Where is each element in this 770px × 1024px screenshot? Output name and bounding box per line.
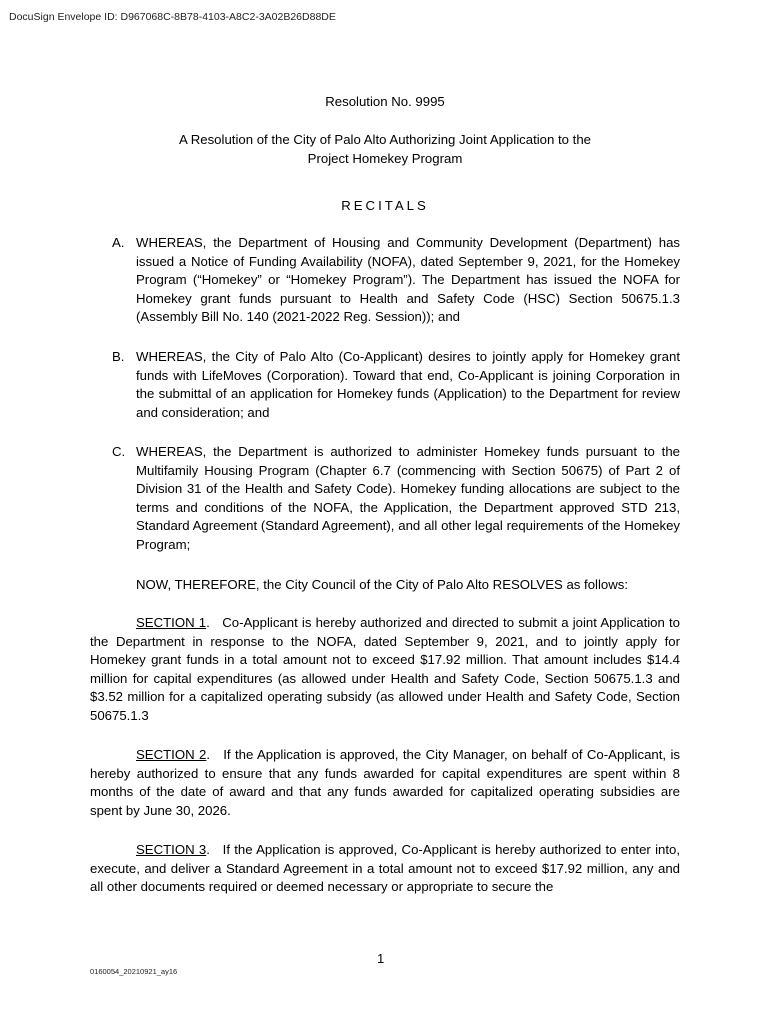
footer-code: 0160054_20210921_ay16 xyxy=(90,967,178,976)
recital-item-c xyxy=(112,443,680,555)
envelope-id: DocuSign Envelope ID: D967068C-8B78-4103-A8C2-3A02B26D88DE xyxy=(9,11,336,23)
subtitle-line-2: Project Homekey Program xyxy=(307,150,463,166)
section-text: If the Application is approved, the City Manager, on behalf of Co-Applicant, is hereby authorized to ensure that any funds awarded for capital expenditures are spent within 8 months of the date of award and that any funds awarded for capitalized operating subsidies are spent by June 30, 2026. xyxy=(90,747,680,818)
recital-text: WHEREAS, the Department of Housing and Community Development (Department) has issued a Notice of Funding Availability (NOFA), dated September 9, 2021, for the Homekey Program (“Homekey” or “Homekey Program”). The Department has issued the NOFA for Homekey grant funds pursuant to Health and Safety Code (HSC) Section 50675.1.3 (Assembly Bill No. 140 (2021-2022 Reg. Session)); and xyxy=(136,235,680,325)
recital-text: WHEREAS, the Department is authorized to administer Homekey funds pursuant to the Multifamily Housing Program (Chapter 6.7 (commencing with Section 50675) of Part 2 of Division 31 of the Health and Safety Code). Homekey funding allocations are subject to the terms and conditions of the NOFA, the Application, the Department approved STD 213, Standard Agreement (Standard Agreement), and all other legal requirements of the Homekey Program; xyxy=(136,444,680,552)
recital-letter: A. xyxy=(112,235,125,250)
now-therefore-clause: NOW, THEREFORE, the City Council of the City of Palo Alto RESOLVES as follows: xyxy=(136,577,629,592)
section-label: SECTION 3 xyxy=(136,842,207,857)
recitals-heading: RECITALS xyxy=(341,198,429,213)
recital-item-a xyxy=(112,234,680,327)
section-1: SECTION 1. Co-Applicant is hereby authorized and directed to submit a joint Application to the Department in response to the NOFA, dated September 9, 2021, and to jointly apply for Homekey grant funds in a total amount not to exceed $17.92 million. That amount includes $14.4 million for capital expenditures (as allowed under Health and Safety Code, Section 50675.1.3 and $3.52 million for a capitalized operating subsidy (as allowed under Health and Safety Code, Section 50675.1.3 xyxy=(90,615,680,723)
recital-item-b xyxy=(112,348,680,422)
recital-letter: C. xyxy=(112,444,126,459)
section-text: If the Application is approved, Co-Applicant is hereby authorized to enter into, execute, and deliver a Standard Agreement in a total amount not to exceed $17.92 million, any and all other documents required or deemed necessary or appropriate to secure the xyxy=(90,842,681,895)
section-label: SECTION 2 xyxy=(136,747,207,762)
page-number: 1 xyxy=(377,951,385,966)
section-3: SECTION 3. If the Application is approved, Co-Applicant is hereby authorized to enter into, execute, and deliver a Standard Agreement in a total amount not to exceed $17.92 million, any and all other documents required or deemed necessary or appropriate to secure the xyxy=(90,842,681,895)
subtitle-line-1: A Resolution of the City of Palo Alto Authorizing Joint Application to the xyxy=(179,132,591,147)
recital-letter: B. xyxy=(112,349,125,364)
section-label: SECTION 1 xyxy=(136,615,207,630)
section-text: Co-Applicant is hereby authorized and directed to submit a joint Application to the Department in response to the NOFA, dated September 9, 2021, and to jointly apply for Homekey grant funds in a total amount not to exceed $17.92 million. That amount includes $14.4 million for capital expenditures (as allowed under Health and Safety Code, Section 50675.1.3 and $3.52 million for a capitalized operating subsidy (as allowed under Health and Safety Code, Section 50675.1.3 xyxy=(90,615,680,723)
recital-text: WHEREAS, the City of Palo Alto (Co-Applicant) desires to jointly apply for Homekey grant funds with LifeMoves (Corporation). Toward that end, Co-Applicant is joining Corporation in the submittal of an application for Homekey funds (Application) to the Department for review and consideration; and xyxy=(136,349,680,420)
resolution-title: Resolution No. 9995 xyxy=(325,94,445,109)
resolution-subtitle xyxy=(90,131,680,168)
section-2: SECTION 2. If the Application is approved, the City Manager, on behalf of Co-Applicant, is hereby authorized to ensure that any funds awarded for capital expenditures are spent within 8 months of the date of award and that any funds awarded for capitalized operating subsidies are spent by June 30, 2026. xyxy=(90,747,680,818)
